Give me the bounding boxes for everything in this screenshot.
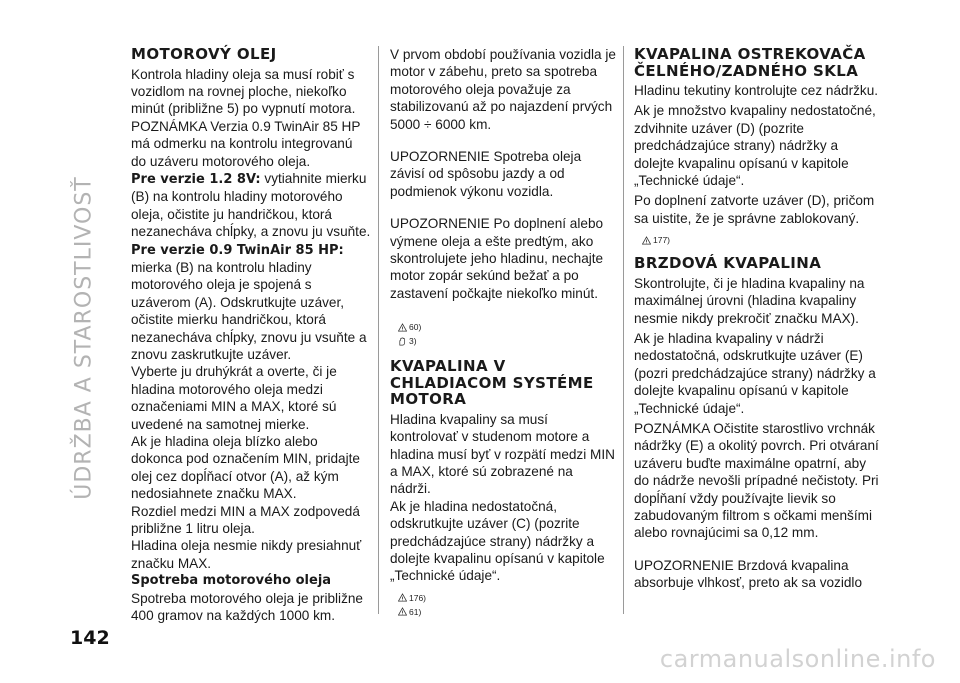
subheading-oil-consumption: Spotreba motorového oleja bbox=[131, 573, 332, 589]
paragraph: Rozdiel medzi MIN a MAX zodpovedá približne 1 litru oleja. bbox=[131, 503, 360, 537]
paragraph: Vyberte ju druhýkrát a overte, či je hladina motorového oleja medzi označeniami MIN a MAX, ktoré sú uvedené na samotnej mierke. bbox=[131, 364, 337, 432]
paragraph: Ak je množstvo kvapaliny nedostatočné, zdvihnite uzáver (D) (pozrite predchádzajúce strany) nádržky a dolejte kvapalinu opísanú v kapitole „Technické údaje“. bbox=[634, 103, 876, 189]
warning-triangle-icon bbox=[642, 236, 651, 245]
paragraph: Hladina kvapaliny sa musí kontrolovať v studenom motore a hladina musí byť v rozpätí medzi MIN a MAX, ktoré sú zobrazené na nádrži. bbox=[390, 411, 615, 497]
heading-washer-fluid: KVAPALINA OSTREKOVAČA ČELNÉHO/ZADNÉHO SKLA bbox=[634, 45, 866, 80]
warning-paragraph: UPOZORNENIE Brzdová kvapalina absorbuje vlhkosť, preto ak sa vozidlo bbox=[634, 557, 863, 591]
paragraph: Ak je hladina nedostatočná, odskrutkujte uzáver (C) (pozrite predchádzajúce strany) nádržky a dolejte kvapalinu opísanú v kapitole „Technické údaje“. bbox=[390, 498, 605, 584]
reference-number: 60) bbox=[409, 322, 422, 333]
paragraph: Hladinu tekutiny kontrolujte cez nádržku. bbox=[634, 83, 879, 98]
warning-triangle-icon bbox=[398, 593, 407, 602]
paragraph-text: vytiahnite mierku (B) na kontrolu hladiny motorového oleja, očistite ju handričkou, ktorá nezanecháva chĺpky, a znovu ju vsuňte. bbox=[131, 170, 371, 240]
note-paragraph: POZNÁMKA Verzia 0.9 TwinAir 85 HP má odmerku na kontrolu integrovanú do uzáveru motorového oleja. bbox=[131, 118, 361, 169]
watermark: carmanualsonline.info bbox=[659, 645, 936, 673]
reference-number: 61) bbox=[409, 606, 422, 617]
caution-hand-icon bbox=[398, 337, 407, 346]
page-number: 142 bbox=[70, 627, 110, 649]
version-label: Pre verzie 0.9 TwinAir 85 HP: bbox=[131, 242, 344, 258]
warning-reference bbox=[398, 591, 616, 605]
paragraph: V prvom období používania vozidla je motor v zábehu, preto sa spotreba motorového oleja považuje za stabilizovanú až po najazdení prvých 5000 ÷ 6000 km. bbox=[390, 47, 616, 132]
paragraph: Hladina oleja nesmie nikdy presiahnuť značku MAX. bbox=[131, 538, 362, 571]
paragraph bbox=[131, 170, 371, 241]
reference-list bbox=[390, 591, 616, 619]
warning-paragraph: UPOZORNENIE Spotreba oleja závisí od spôsobu jazdy a od podmienok výkonu vozidla. bbox=[390, 149, 582, 199]
version-label: Pre verzie 1.2 8V: bbox=[131, 171, 261, 187]
paragraph bbox=[131, 241, 371, 364]
section-side-title: ÚDRŽBA A STAROSTLIVOSŤ bbox=[71, 176, 97, 500]
warning-triangle-icon bbox=[398, 607, 407, 616]
heading-brake-fluid: BRZDOVÁ KVAPALINA bbox=[634, 254, 822, 273]
heading-engine-oil: MOTOROVÝ OLEJ bbox=[131, 45, 277, 63]
paragraph-text: mierka (B) na kontrolu hladiny motorového oleja je spojená s uzáverom (A). Odskrutkujte uzáver, očistite mierku handričkou, ktorá nezanecháva chĺpky, znovu ju vsuňte a znovu zaskrutkujte uzáver. bbox=[131, 259, 367, 362]
paragraph: Ak je hladina kvapaliny v nádrži nedostatočná, odskrutkujte uzáver (E) (pozri predchádzajúce strany) nádržky a dolejte kvapalinu opísanú v kapitole „Technické údaje“. bbox=[634, 330, 876, 416]
reference-number: 177) bbox=[653, 235, 671, 246]
column-divider-right bbox=[623, 46, 624, 614]
heading-coolant: KVAPALINA V CHLADIACOM SYSTÉME MOTORA bbox=[390, 357, 594, 409]
warning-reference bbox=[398, 320, 616, 334]
warning-reference bbox=[398, 605, 616, 619]
column-divider-left bbox=[378, 46, 379, 614]
reference-list bbox=[634, 233, 880, 247]
column-3 bbox=[634, 46, 880, 592]
reference-number: 3) bbox=[409, 336, 417, 347]
warning-triangle-icon bbox=[398, 323, 407, 332]
note-paragraph: POZNÁMKA Očistite starostlivo vrchnák nádržky (E) a okolitý povrch. Pri otváraní uzáveru buďte maximálne opatrní, aby do nádrže nevošli prípadné nečistoty. Pri dopĺňaní vždy používajte lievik so zabudovaným filtrom s očkami menšími alebo rovnajúcimi sa 0,12 mm. bbox=[634, 421, 879, 541]
paragraph: Kontrola hladiny oleja sa musí robiť s vozidlom na rovnej ploche, niekoľko minút (približne 5) po vypnutí motora. bbox=[131, 66, 356, 117]
warning-paragraph: UPOZORNENIE Po doplnení alebo výmene oleja a ešte predtým, ako skontrolujete jeho hladinu, nechajte motor zopár sekúnd bežať a po zastavení počkajte niekoľko minút. bbox=[390, 216, 604, 301]
caution-reference bbox=[398, 334, 616, 348]
warning-reference bbox=[642, 233, 880, 247]
reference-number: 176) bbox=[409, 592, 427, 603]
paragraph: Po doplnení zatvorte uzáver (D), pričom sa uistite, že je správne zablokovaný. bbox=[634, 193, 875, 226]
paragraph: Ak je hladina oleja blízko alebo dokonca pod označením MIN, pridajte olej cez dopĺňací otvor (A), až kým nedosiahnete značku MAX. bbox=[131, 434, 360, 502]
column-1 bbox=[131, 46, 371, 625]
paragraph: Spotreba motorového oleja je približne 400 gramov na každých 1000 km. bbox=[131, 590, 363, 624]
reference-list bbox=[390, 320, 616, 348]
paragraph: Skontrolujte, či je hladina kvapaliny na maximálnej úrovni (hladina kvapaliny nesmie nikdy prekročiť značku MAX). bbox=[634, 275, 865, 326]
column-2 bbox=[390, 46, 616, 619]
